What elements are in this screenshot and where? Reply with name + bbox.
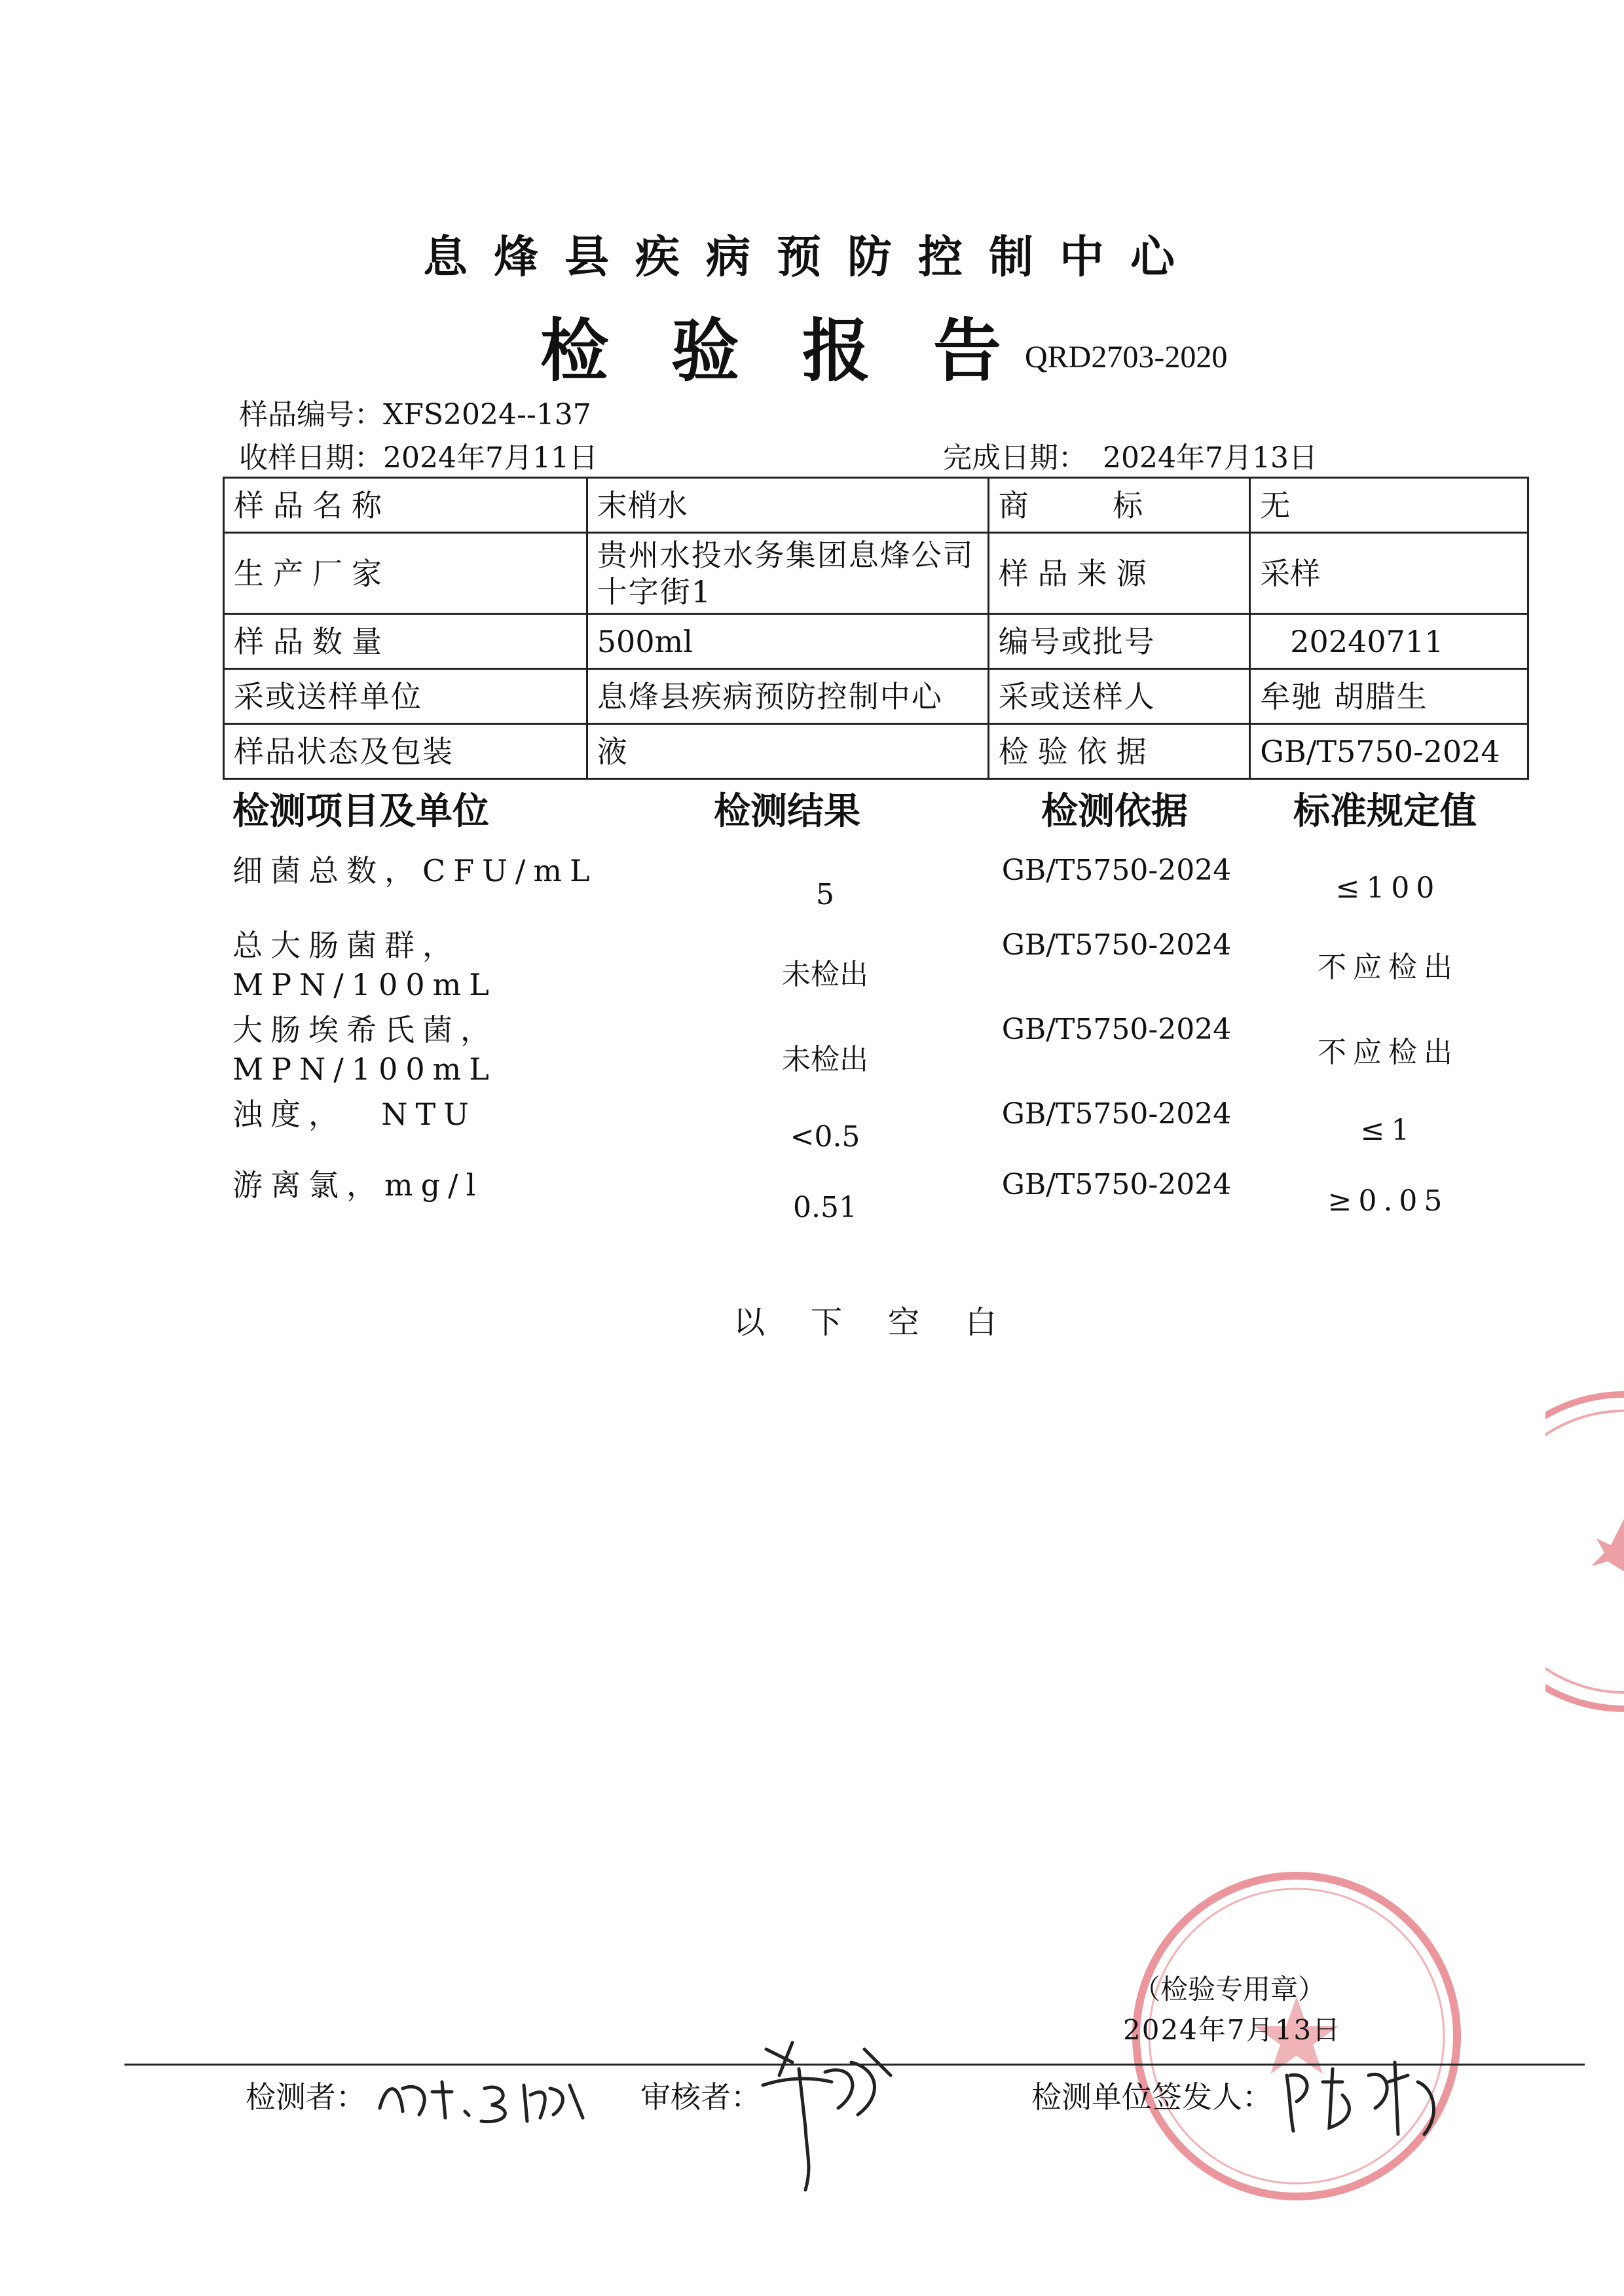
partial-seal-icon xyxy=(1545,1381,1624,1722)
info-value: 500ml xyxy=(587,614,988,669)
reviewer-signature-icon xyxy=(753,2036,917,2200)
complete-date-value: 2024年7月13日 xyxy=(1103,441,1318,475)
receive-date-value: 2024年7月11日 xyxy=(383,441,598,475)
receive-date-label: 收样日期： xyxy=(239,441,383,475)
info-label: 样品来源 xyxy=(988,533,1250,614)
header-test-basis: 检测依据 xyxy=(1041,790,1188,833)
header-standard-limit: 标准规定值 xyxy=(1293,790,1477,833)
sample-number-label: 样品编号： xyxy=(239,398,383,431)
header-test-result: 检测结果 xyxy=(714,790,860,833)
form-code: QRD2703-2020 xyxy=(1025,340,1228,374)
stamp-label: （检验专用章） xyxy=(1133,1973,1326,2005)
info-label: 商 标 xyxy=(988,478,1250,533)
test-basis: GB/T5750-2024 xyxy=(1001,1013,1232,1046)
test-result: 5 xyxy=(816,878,834,911)
stamp-date: 2024年7月13日 xyxy=(1123,2014,1342,2046)
complete-date-label: 完成日期： xyxy=(943,441,1087,475)
table-row xyxy=(224,478,1528,533)
info-value: 末梢水 xyxy=(587,478,988,533)
test-basis: GB/T5750-2024 xyxy=(1001,854,1232,887)
sample-info-table xyxy=(223,477,1529,780)
table-row xyxy=(224,669,1528,724)
test-result: 未检出 xyxy=(782,1043,868,1076)
receive-date xyxy=(239,441,598,475)
info-label: 采或送样人 xyxy=(988,669,1250,724)
test-item: 总大肠菌群，MPN/100mL xyxy=(232,928,497,1002)
test-item: 游离氯，mg/l xyxy=(232,1167,484,1203)
info-label: 样品状态及包装 xyxy=(224,724,587,779)
table-row xyxy=(224,724,1528,779)
complete-date xyxy=(943,441,1318,475)
blank-below-note: 以下空白 xyxy=(733,1304,1043,1341)
info-value: GB/T5750-2024 xyxy=(1250,724,1528,779)
info-value: 贵州水投水务集团息烽公司十字街1 xyxy=(587,533,988,614)
info-label: 采或送样单位 xyxy=(224,669,587,724)
sample-number-value: XFS2024--137 xyxy=(383,398,591,431)
test-result: 未检出 xyxy=(782,958,868,991)
standard-limit: 不应检出 xyxy=(1318,1036,1459,1069)
table-row xyxy=(224,533,1528,614)
info-label: 样品名称 xyxy=(224,478,587,533)
info-label: 样品数量 xyxy=(224,614,587,669)
test-item: 浊度， NTU xyxy=(232,1097,477,1132)
test-basis: GB/T5750-2024 xyxy=(1001,1097,1232,1131)
issuer-label: 检测单位签发人： xyxy=(1031,2079,1272,2115)
test-basis: GB/T5750-2024 xyxy=(1001,1168,1232,1201)
info-label: 生产厂家 xyxy=(224,533,587,614)
info-value: 20240711 xyxy=(1250,614,1528,669)
info-value: 牟驰 胡腊生 xyxy=(1250,669,1528,724)
test-item: 细菌总数，CFU/mL xyxy=(232,853,598,888)
info-label: 编号或批号 xyxy=(988,614,1250,669)
issuer-signature-icon xyxy=(1277,2056,1454,2141)
info-value: 采样 xyxy=(1250,533,1528,614)
test-item: 大肠埃希氏菌，MPN/100mL xyxy=(232,1012,498,1087)
standard-limit: ≤1 xyxy=(1360,1114,1416,1147)
reviewer-label: 审核者： xyxy=(640,2079,761,2115)
test-basis: GB/T5750-2024 xyxy=(1001,928,1232,962)
tester-signature-icon xyxy=(373,2062,596,2134)
organization-name: 息烽县疾病预防控制中心 xyxy=(422,232,1201,283)
standard-limit: ≤100 xyxy=(1335,871,1441,905)
info-value: 液 xyxy=(587,724,988,779)
standard-limit: 不应检出 xyxy=(1318,951,1459,984)
tester-label: 检测者： xyxy=(246,2079,366,2115)
sample-number xyxy=(239,398,591,431)
info-label: 检验依据 xyxy=(988,724,1250,779)
standard-limit: ≥0.05 xyxy=(1327,1184,1449,1218)
report-title: 检验报告 xyxy=(540,311,1065,391)
table-row xyxy=(224,614,1528,669)
test-result: <0.5 xyxy=(790,1120,860,1154)
info-value: 息烽县疾病预防控制中心 xyxy=(587,669,988,724)
info-value: 无 xyxy=(1250,478,1528,533)
header-test-item: 检测项目及单位 xyxy=(232,790,489,833)
test-result: 0.51 xyxy=(793,1191,857,1224)
